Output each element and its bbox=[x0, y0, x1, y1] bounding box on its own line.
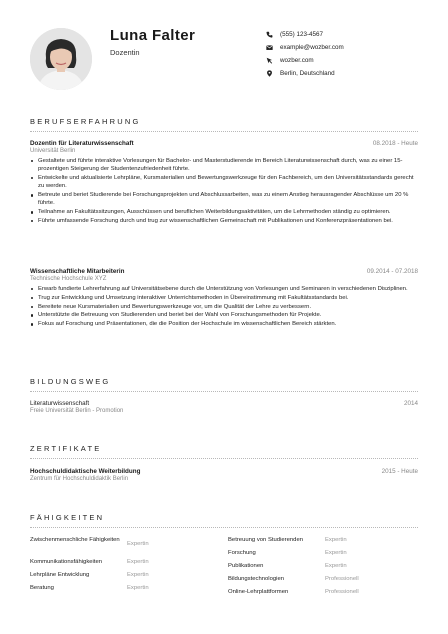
list-item: Trug zur Entwicklung und Umsetzung interaktiver Unterrichtsmethoden in Übereinstimmung mit Fakultätsstandards bei. bbox=[30, 294, 418, 302]
section-title-experience: BERUFSERFAHRUNG bbox=[30, 117, 141, 126]
skill-level: Expertin bbox=[325, 537, 347, 543]
section-title-education: BILDUNGSWEG bbox=[30, 377, 111, 386]
job-title: Dozentin für Literaturwissenschaft bbox=[30, 140, 134, 147]
section-divider bbox=[30, 391, 418, 392]
skill-name: Betreuung von Studierenden bbox=[228, 537, 303, 543]
contact-location bbox=[266, 67, 344, 80]
list-item: Teilnahme an Fakultätssitzungen, Ausschüssen und beruflichen Weiterbildungsaktivitäten, um die Lehrmethoden ständig zu optimieren. bbox=[30, 208, 418, 216]
link-icon bbox=[266, 57, 280, 64]
profile-photo bbox=[30, 28, 92, 90]
candidate-name: Luna Falter bbox=[110, 27, 196, 44]
job-bullets bbox=[30, 157, 418, 225]
certificate-entry bbox=[30, 468, 418, 482]
contact-website-text: wozber.com bbox=[280, 57, 314, 64]
skill-name: Beratung bbox=[30, 585, 54, 591]
job-title: Wissenschaftliche Mitarbeiterin bbox=[30, 268, 125, 275]
section-experience bbox=[30, 117, 418, 132]
skill-level: Expertin bbox=[127, 572, 149, 578]
list-item: Erwarb fundierte Lehrerfahrung auf Universitätsebene durch die Unterstützung von Vorlesungen und Seminaren in verschiedenen Disziplinen. bbox=[30, 285, 418, 293]
location-icon bbox=[266, 70, 280, 77]
section-education bbox=[30, 377, 418, 392]
list-item: Fokus auf Forschung und Präsentationen, die die Position der Hochschule im wissenschaftlichen Bereich stärkten. bbox=[30, 320, 418, 328]
candidate-role: Dozentin bbox=[110, 48, 140, 57]
skill-level: Expertin bbox=[127, 559, 149, 565]
job-dates: 08.2018 - Heute bbox=[372, 140, 418, 147]
section-skills bbox=[30, 513, 418, 528]
skill-name: Bildungstechnologien bbox=[228, 576, 285, 582]
skill-name: Publikationen bbox=[228, 563, 264, 569]
list-item: Entwickelte und aktualisierte Lehrpläne, Kursmaterialien und Bewertungswerkzeuge für den Fachbereich, um den Universitätsstandards gerecht zu werden. bbox=[30, 174, 418, 191]
job-entry-1 bbox=[30, 140, 418, 226]
section-certificates bbox=[30, 444, 418, 459]
section-title-certificates: ZERTIFIKATE bbox=[30, 444, 102, 453]
skill-name: Lehrpläne Entwicklung bbox=[30, 572, 90, 578]
skill-name: Zwischenmenschliche Fähigkeiten bbox=[30, 537, 120, 543]
job-bullets bbox=[30, 285, 418, 328]
phone-icon bbox=[266, 31, 280, 38]
contact-phone bbox=[266, 28, 344, 41]
job-organization: Technische Hochschule XYZ bbox=[30, 276, 107, 282]
education-entry bbox=[30, 400, 418, 414]
contact-phone-text: (555) 123-4567 bbox=[280, 31, 324, 38]
skill-level: Expertin bbox=[325, 563, 347, 569]
skill-level: Professionell bbox=[325, 576, 359, 582]
skill-level: Expertin bbox=[127, 585, 149, 591]
skill-level: Professionell bbox=[325, 589, 359, 595]
skill-name: Kommunikationsfähigkeiten bbox=[30, 559, 103, 565]
job-organization: Universität Berlin bbox=[30, 148, 76, 154]
certificate-title: Hochschuldidaktische Weiterbildung bbox=[30, 468, 141, 475]
certificate-date: 2015 - Heute bbox=[381, 468, 418, 475]
email-icon bbox=[266, 44, 280, 51]
education-date: 2014 bbox=[403, 400, 418, 407]
list-item: Gestaltete und führte interaktive Vorlesungen für Bachelor- und Masterstudierende im Bereich Literaturwissenschaft durch, was zu einer 15-prozentigen Steigerung der Studentenzufriedenheit führte. bbox=[30, 157, 418, 174]
list-item: Führte umfassende Forschung durch und trug zur wissenschaftlichen Gemeinschaft mit Publikationen und Konferenzpräsentationen bei. bbox=[30, 217, 418, 225]
section-divider bbox=[30, 131, 418, 132]
certificate-organization: Zentrum für Hochschuldidaktik Berlin bbox=[30, 476, 129, 482]
contact-website[interactable] bbox=[266, 54, 344, 67]
education-title: Literaturwissenschaft bbox=[30, 400, 90, 407]
education-organization: Freie Universität Berlin - Promotion bbox=[30, 408, 124, 414]
avatar bbox=[30, 28, 92, 90]
section-divider bbox=[30, 527, 418, 528]
skill-name: Forschung bbox=[228, 550, 256, 556]
contact-list bbox=[266, 28, 344, 80]
list-item: Unterstützte die Betreuung von Studierenden und beriet bei der Wahl von Forschungsmethoden für Projekte. bbox=[30, 311, 418, 319]
list-item: Betreute und beriet Studierende bei Forschungsprojekten und Abschlussarbeiten, was zu einem Anstieg herausragender Abschlüsse um 20 % führte. bbox=[30, 191, 418, 208]
list-item: Bereitete neue Kursmaterialien und Bewertungswerkzeuge vor, um die Qualität der Lehre zu verbessern. bbox=[30, 303, 418, 311]
contact-location-text: Berlin, Deutschland bbox=[280, 70, 335, 77]
skill-level: Expertin bbox=[127, 541, 149, 547]
skill-name: Online-Lehrplattformen bbox=[228, 589, 289, 595]
skill-level: Expertin bbox=[325, 550, 347, 556]
section-divider bbox=[30, 458, 418, 459]
contact-email[interactable] bbox=[266, 41, 344, 54]
job-dates: 09.2014 - 07.2018 bbox=[366, 268, 418, 275]
job-entry-2 bbox=[30, 268, 418, 329]
section-title-skills: FÄHIGKEITEN bbox=[30, 513, 105, 522]
contact-email-text: example@wozber.com bbox=[280, 44, 344, 51]
